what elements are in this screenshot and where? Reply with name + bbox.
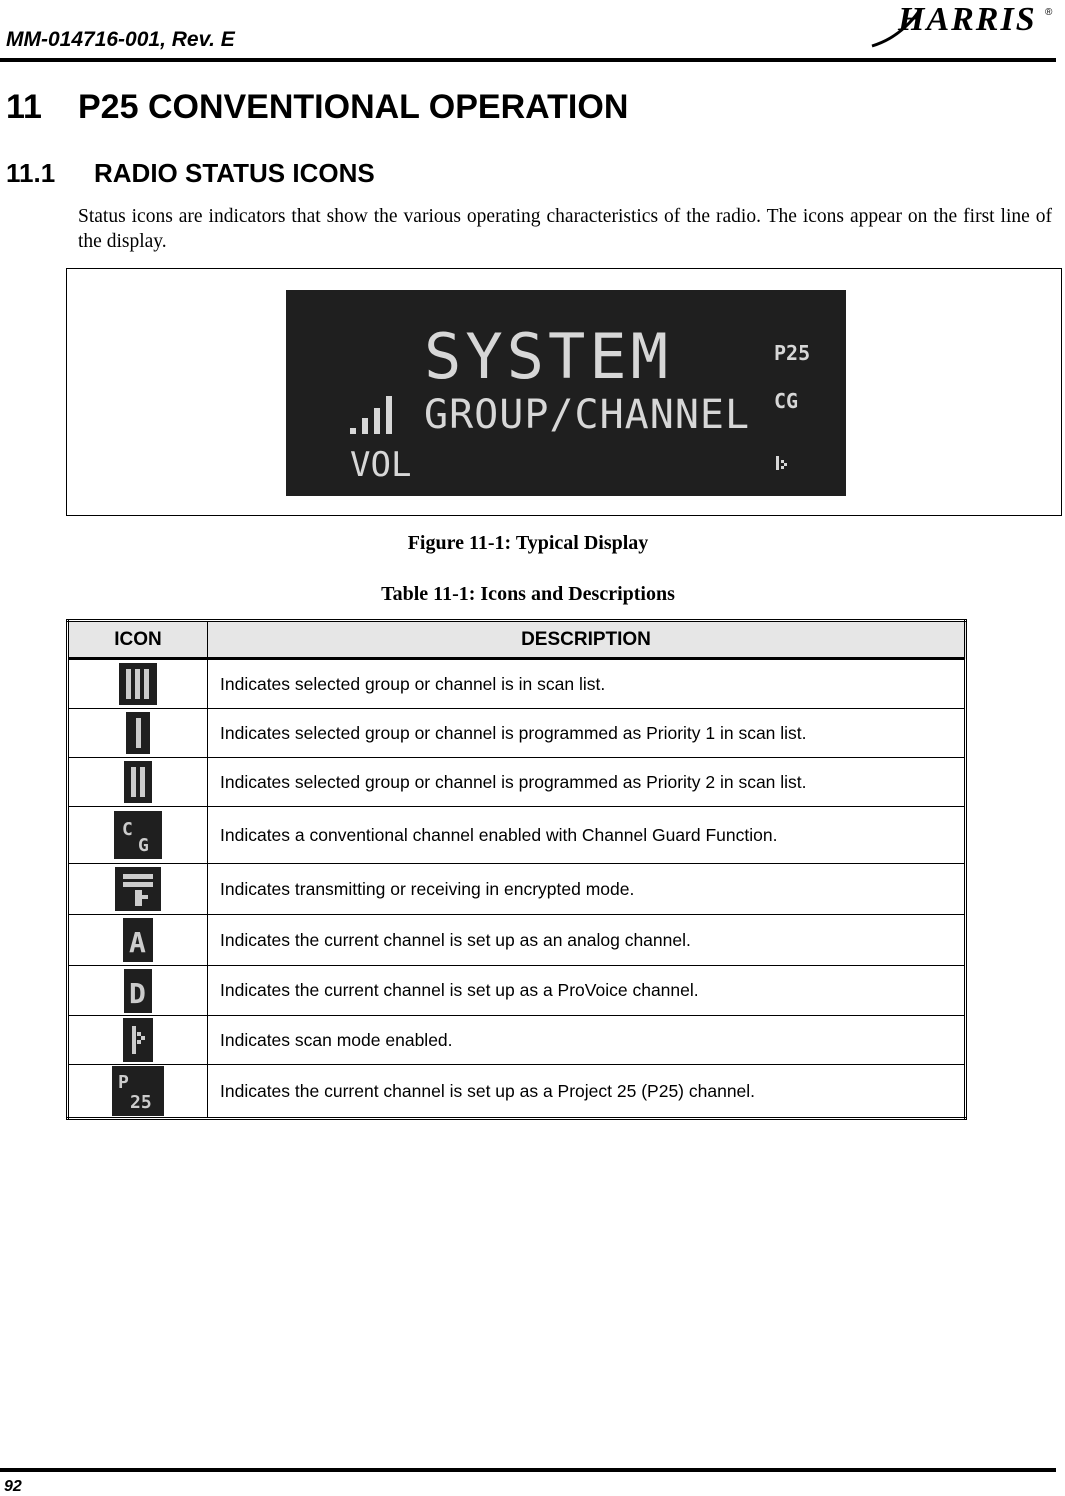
row-description: Indicates selected group or channel is in scan list.: [208, 659, 966, 709]
section-number: 11.1: [6, 158, 56, 188]
row-description: Indicates the current channel is set up as an analog channel.: [208, 915, 966, 966]
description-column-header: DESCRIPTION: [208, 621, 966, 659]
table-row: [68, 966, 966, 1016]
chapter-heading: [6, 88, 628, 127]
provoice-channel-icon: [124, 969, 152, 1013]
page-number: 92: [4, 1478, 22, 1495]
row-description: Indicates the current channel is set up as a Project 25 (P25) channel.: [208, 1065, 966, 1119]
row-description: Indicates selected group or channel is programmed as Priority 2 in scan list.: [208, 758, 966, 807]
section-title: RADIO STATUS ICONS: [94, 158, 375, 188]
display-line-1: SYSTEM: [424, 320, 672, 393]
table-row: [68, 1016, 966, 1065]
scan-mode-icon: [123, 1018, 153, 1062]
figure-frame: [66, 268, 1062, 516]
priority-1-icon: [126, 712, 150, 754]
svg-text:®: ®: [1045, 7, 1053, 18]
svg-text:P: P: [118, 1072, 129, 1093]
svg-text:HARRIS: HARRIS: [898, 1, 1037, 38]
figure-caption: Figure 11-1: Typical Display: [407, 532, 649, 554]
table-row: [68, 1065, 966, 1119]
svg-text:C: C: [122, 819, 133, 840]
table-row: [68, 659, 966, 709]
harris-logo: [862, 0, 1062, 56]
table-header-row: [68, 621, 966, 659]
analog-channel-icon: [123, 918, 153, 962]
display-line-3: VOL: [350, 445, 412, 485]
encryption-icon: [115, 867, 161, 911]
p25-mode-icon: P25: [774, 341, 811, 365]
channel-guard-icon: [114, 811, 162, 859]
p25-channel-icon: [112, 1066, 164, 1116]
display-line-2: GROUP/CHANNEL: [424, 392, 751, 438]
svg-text:A: A: [129, 926, 146, 959]
scan-list-icon: [119, 663, 157, 705]
table-row: [68, 864, 966, 915]
icons-table: [66, 619, 967, 1120]
table-row: [68, 758, 966, 807]
table-row: [68, 915, 966, 966]
svg-text:D: D: [129, 976, 146, 1010]
svg-text:G: G: [138, 835, 149, 856]
section-heading: [6, 158, 375, 189]
row-description: Indicates transmitting or receiving in encrypted mode.: [208, 864, 966, 915]
document-id: MM-014716-001, Rev. E: [6, 28, 235, 51]
radio-display: [286, 290, 846, 496]
row-description: Indicates scan mode enabled.: [208, 1016, 966, 1065]
svg-text:25: 25: [130, 1092, 152, 1113]
header-rule: [0, 58, 1056, 62]
row-description: Indicates a conventional channel enabled with Channel Guard Function.: [208, 807, 966, 864]
table-caption: Table 11-1: Icons and Descriptions: [381, 583, 675, 605]
table-row: [68, 807, 966, 864]
channel-guard-icon: CG: [774, 389, 799, 413]
intro-paragraph: Status icons are indicators that show the various operating characteristics of the radio. The icons appear on the first line of the display.: [78, 206, 1052, 252]
footer-rule: [0, 1468, 1056, 1472]
chapter-title: P25 CONVENTIONAL OPERATION: [78, 88, 629, 126]
icon-column-header: ICON: [68, 621, 208, 659]
row-description: Indicates selected group or channel is programmed as Priority 1 in scan list.: [208, 709, 966, 758]
table-row: [68, 709, 966, 758]
row-description: Indicates the current channel is set up as a ProVoice channel.: [208, 966, 966, 1016]
chapter-number: 11: [6, 88, 42, 126]
priority-2-icon: [124, 761, 152, 803]
